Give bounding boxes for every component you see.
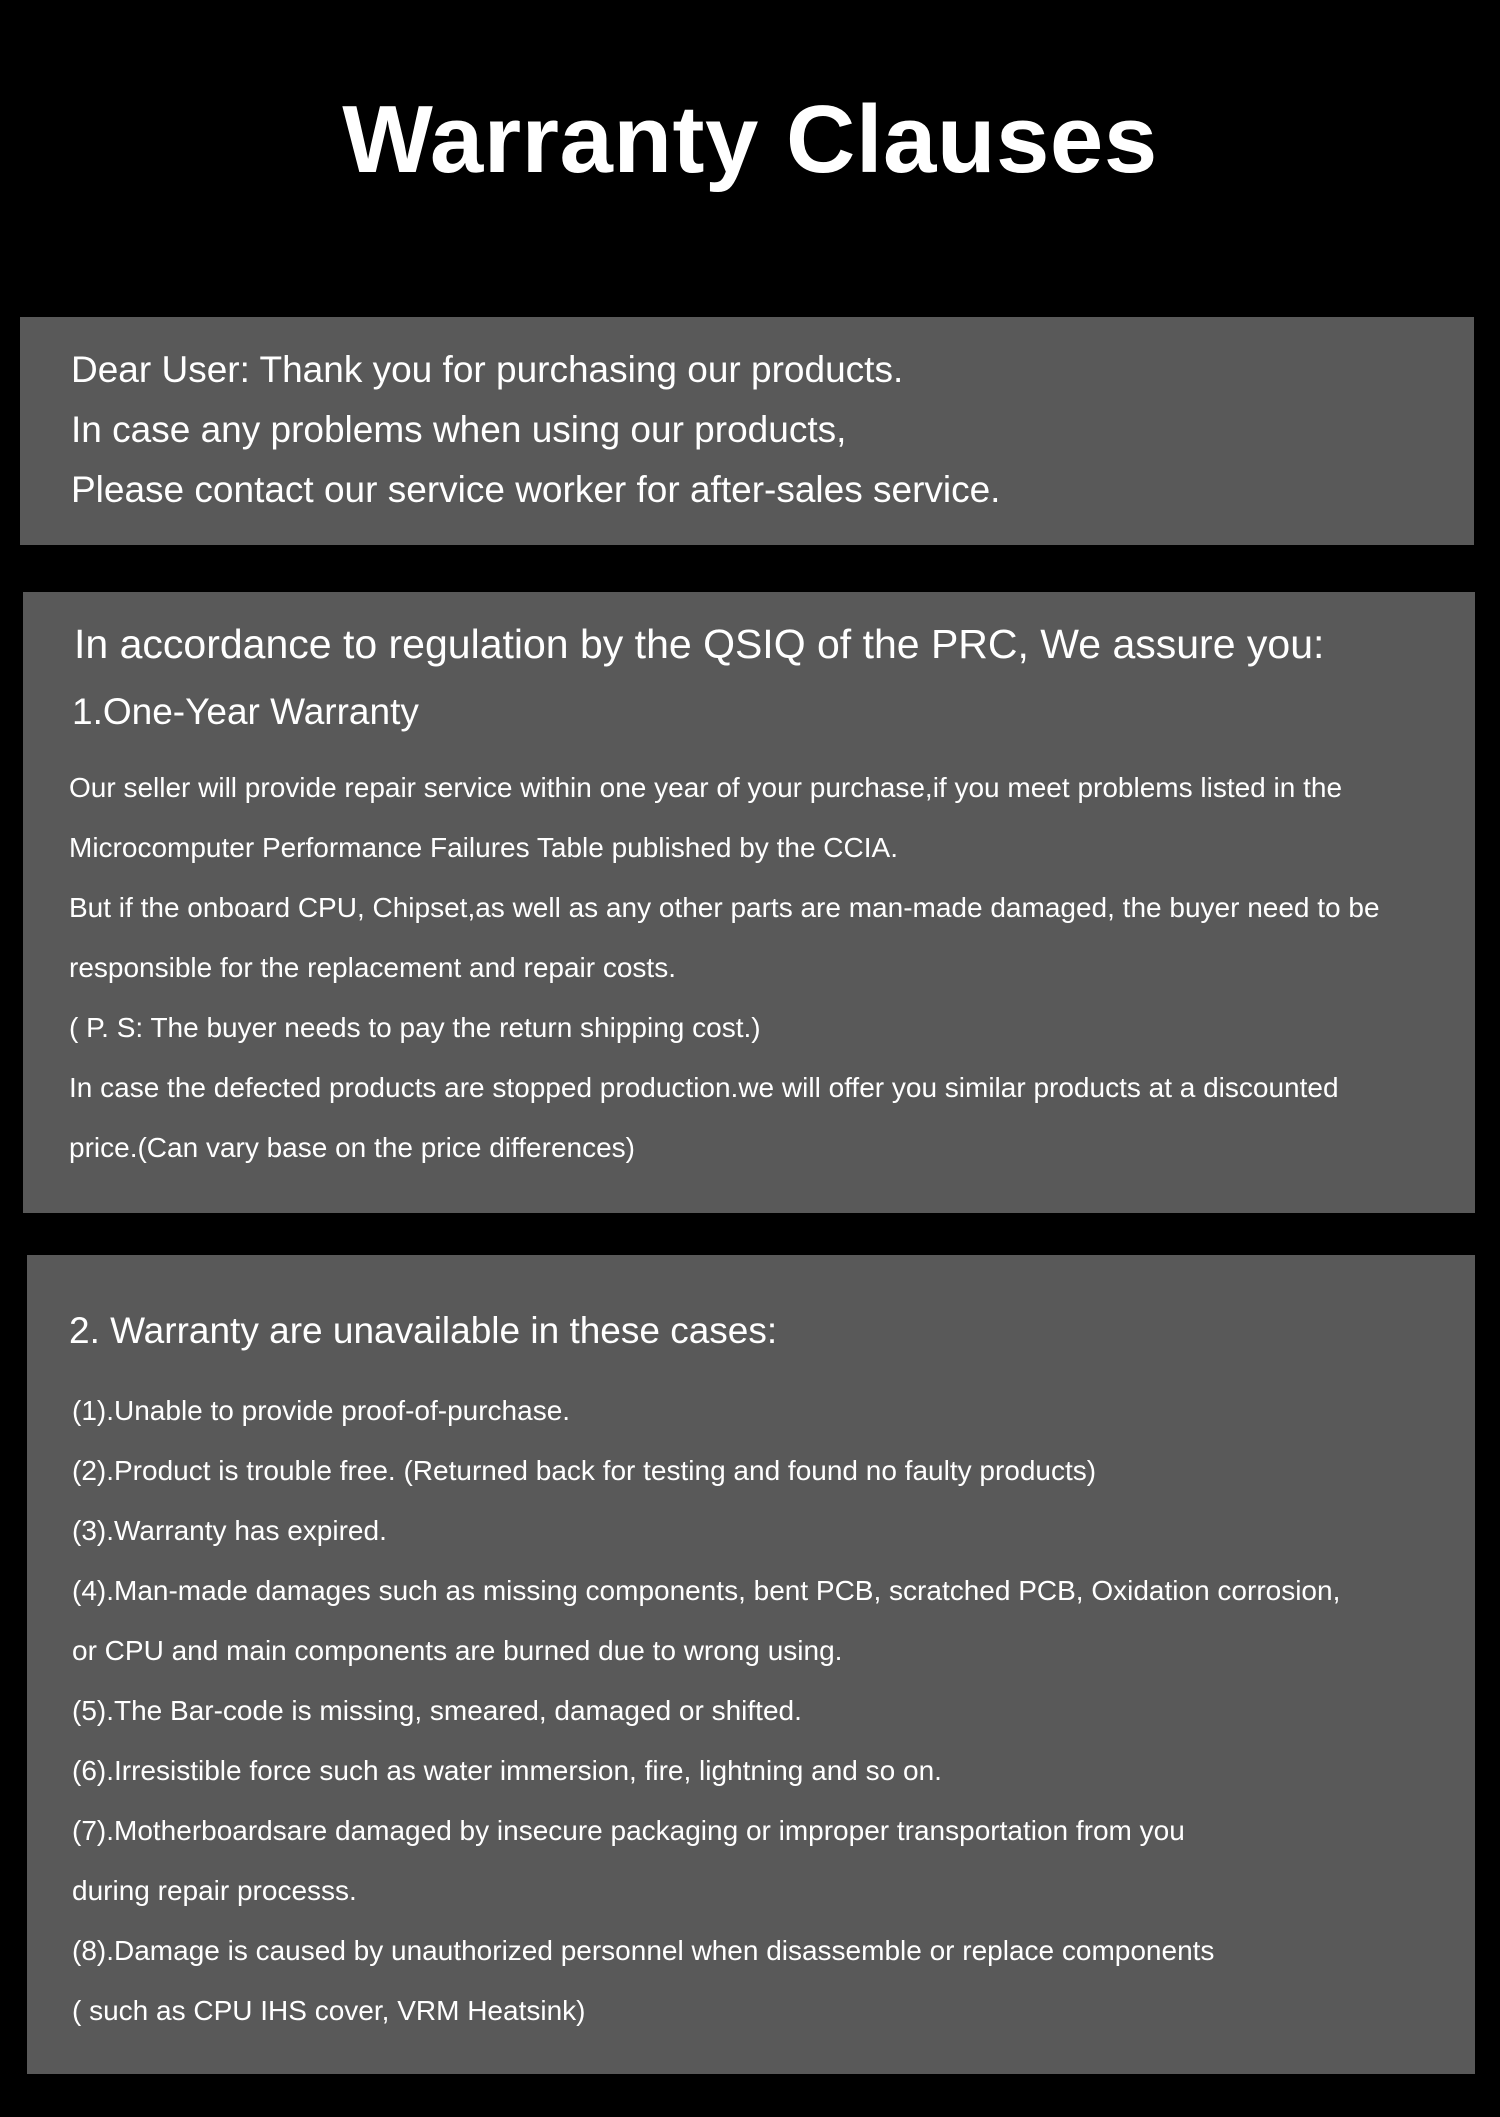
warranty-line: ( P. S: The buyer needs to pay the return shipping cost.) bbox=[69, 1012, 761, 1043]
warranty-panel bbox=[23, 592, 1475, 1213]
exclusion-item: (2).Product is trouble free. (Returned back for testing and found no faulty products) bbox=[72, 1455, 1097, 1486]
exclusion-item: (6).Irresistible force such as water immersion, fire, lightning and so on. bbox=[72, 1755, 942, 1786]
greeting-panel bbox=[20, 317, 1474, 545]
exclusion-item: ( such as CPU IHS cover, VRM Heatsink) bbox=[72, 1995, 586, 2026]
exclusion-item: (5).The Bar-code is missing, smeared, damaged or shifted. bbox=[72, 1695, 802, 1726]
exclusion-item: (8).Damage is caused by unauthorized personnel when disassemble or replace components bbox=[72, 1935, 1215, 1966]
page-title: Warranty Clauses bbox=[342, 86, 1158, 193]
warranty-line: price.(Can vary base on the price differences) bbox=[69, 1132, 635, 1163]
exclusion-item: (7).Motherboardsare damaged by insecure packaging or improper transportation from you bbox=[72, 1815, 1185, 1846]
exclusion-item: (3).Warranty has expired. bbox=[72, 1515, 387, 1546]
exclusions-list bbox=[72, 1381, 1475, 2041]
exclusions-heading: 2. Warranty are unavailable in these cases: bbox=[69, 1310, 778, 1351]
greeting-line: Dear User: Thank you for purchasing our products. bbox=[71, 349, 904, 390]
warranty-body bbox=[69, 758, 1475, 1178]
greeting-line: In case any problems when using our products, bbox=[71, 409, 847, 450]
warranty-line: In case the defected products are stopped production.we will offer you similar products at a discounted bbox=[69, 1072, 1339, 1103]
warranty-line: Microcomputer Performance Failures Table published by the CCIA. bbox=[69, 832, 898, 863]
greeting-line: Please contact our service worker for after-sales service. bbox=[71, 469, 1001, 510]
warranty-line: responsible for the replacement and repair costs. bbox=[69, 952, 676, 983]
one-year-warranty-heading: 1.One-Year Warranty bbox=[72, 691, 419, 732]
exclusion-item: or CPU and main components are burned due to wrong using. bbox=[72, 1635, 843, 1666]
exclusion-item: during repair processs. bbox=[72, 1875, 357, 1906]
exclusions-panel bbox=[27, 1255, 1475, 2074]
warranty-line: Our seller will provide repair service within one year of your purchase,if you meet problems listed in the bbox=[69, 772, 1343, 803]
exclusion-item: (4).Man-made damages such as missing components, bent PCB, scratched PCB, Oxidation corrosion, bbox=[72, 1575, 1341, 1606]
warranty-intro: In accordance to regulation by the QSIQ of the PRC, We assure you: bbox=[74, 621, 1325, 667]
exclusion-item: (1).Unable to provide proof-of-purchase. bbox=[72, 1395, 571, 1426]
warranty-line: But if the onboard CPU, Chipset,as well as any other parts are man-made damaged, the buyer need to be bbox=[69, 892, 1380, 923]
